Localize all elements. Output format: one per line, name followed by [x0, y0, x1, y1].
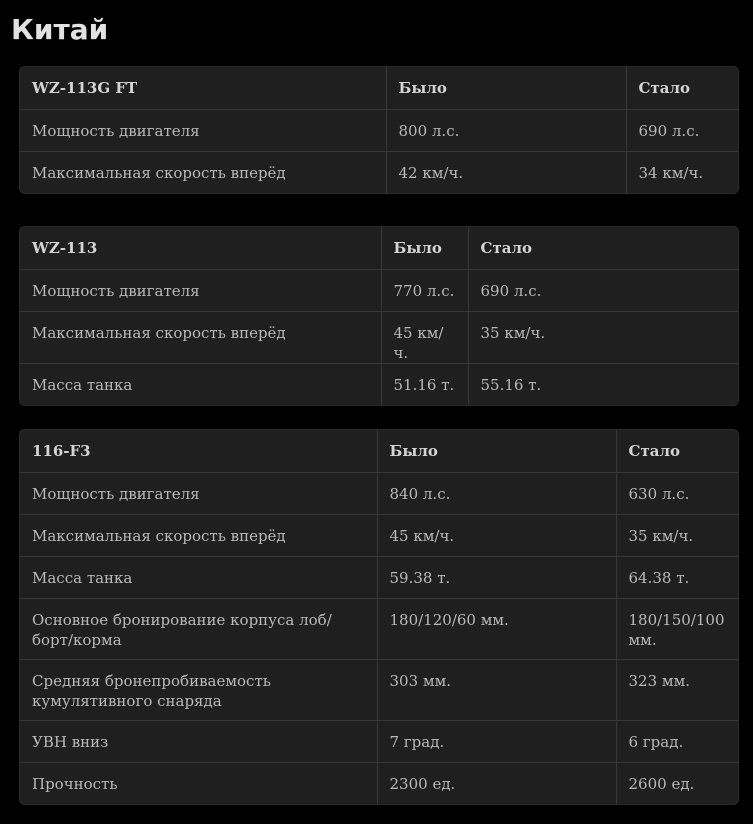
table-row [20, 556, 738, 598]
before-value-cell: 840 л.с. [377, 472, 616, 514]
after-value-cell: 2600 ед. [628, 774, 695, 793]
before-value-cell: 45 км/ч. [377, 514, 616, 556]
parameter-cell: Мощность двигателя [20, 269, 381, 311]
table-row [20, 598, 738, 659]
parameter-cell: Прочность [20, 762, 377, 804]
table-row [20, 659, 738, 720]
after-value-cell: 34 км/ч. [638, 163, 704, 182]
tank-table-wz-113 [19, 226, 739, 406]
table-row [20, 311, 738, 363]
table-header-row [20, 430, 738, 472]
before-value-cell: 7 град. [377, 720, 616, 762]
before-value-cell: 303 мм. [377, 659, 616, 720]
before-value-cell: 51.16 т. [381, 363, 468, 405]
after-header: Стало [468, 227, 738, 269]
after-header: Стало [626, 67, 738, 109]
parameter-cell: Максимальная скорость вперёд [20, 311, 381, 363]
before-header: Было [386, 67, 626, 109]
after-header: Стало [616, 430, 738, 472]
table-row [20, 363, 738, 405]
table-header-row [20, 67, 738, 109]
before-header: Было [377, 430, 616, 472]
after-value-cell: 35 км/ч. [616, 514, 738, 556]
table-row [20, 151, 738, 193]
after-value-cell: 6 град. [616, 720, 738, 762]
after-value-cell: 55.16 т. [480, 375, 542, 394]
parameter-cell: Масса танка [20, 363, 381, 405]
tank-name-header: WZ-113 [20, 227, 381, 269]
parameter-cell: Максимальная скорость вперёд [20, 151, 386, 193]
tank-name-header: 116-F3 [20, 430, 377, 472]
table-header-row [20, 227, 738, 269]
parameter-cell: Масса танка [20, 556, 377, 598]
tank-name-header: WZ-113G FT [20, 67, 386, 109]
before-value-cell: 2300 ед. [377, 762, 616, 804]
parameter-cell: Мощность двигателя [20, 472, 377, 514]
parameter-cell: Средняя бронепробиваемость кумулятивного снаряда [20, 659, 377, 720]
after-value-cell: 690 л.с. [626, 109, 738, 151]
table-row [20, 269, 738, 311]
page-title: Китай [11, 13, 109, 46]
before-value-cell: 45 км/ч. [381, 311, 468, 363]
parameter-cell: Мощность двигателя [20, 109, 386, 151]
before-value-cell: 42 км/ч. [386, 151, 626, 193]
table-row [20, 720, 738, 762]
table-row [20, 109, 738, 151]
tank-table-116-f3 [19, 429, 739, 805]
before-value-cell: 180/120/60 мм. [377, 598, 616, 659]
after-value-cell: 630 л.с. [616, 472, 738, 514]
parameter-cell: УВН вниз [20, 720, 377, 762]
parameter-cell: Максимальная скорость вперёд [20, 514, 377, 556]
after-value-cell: 323 мм. [616, 659, 738, 720]
after-value-cell: 690 л.с. [468, 269, 738, 311]
after-value-cell: 180/150/100 мм. [616, 598, 738, 659]
after-value-cell: 35 км/ч. [468, 311, 738, 363]
before-header: Было [381, 227, 468, 269]
before-value-cell: 59.38 т. [377, 556, 616, 598]
before-value-cell: 800 л.с. [386, 109, 626, 151]
tank-table-wz-113g-ft [19, 66, 739, 194]
after-value-cell: 64.38 т. [616, 556, 738, 598]
table-row [20, 762, 738, 804]
before-value-cell: 770 л.с. [381, 269, 468, 311]
table-row [20, 514, 738, 556]
table-row [20, 472, 738, 514]
parameter-cell: Основное бронирование корпуса лоб/борт/корма [20, 598, 377, 659]
